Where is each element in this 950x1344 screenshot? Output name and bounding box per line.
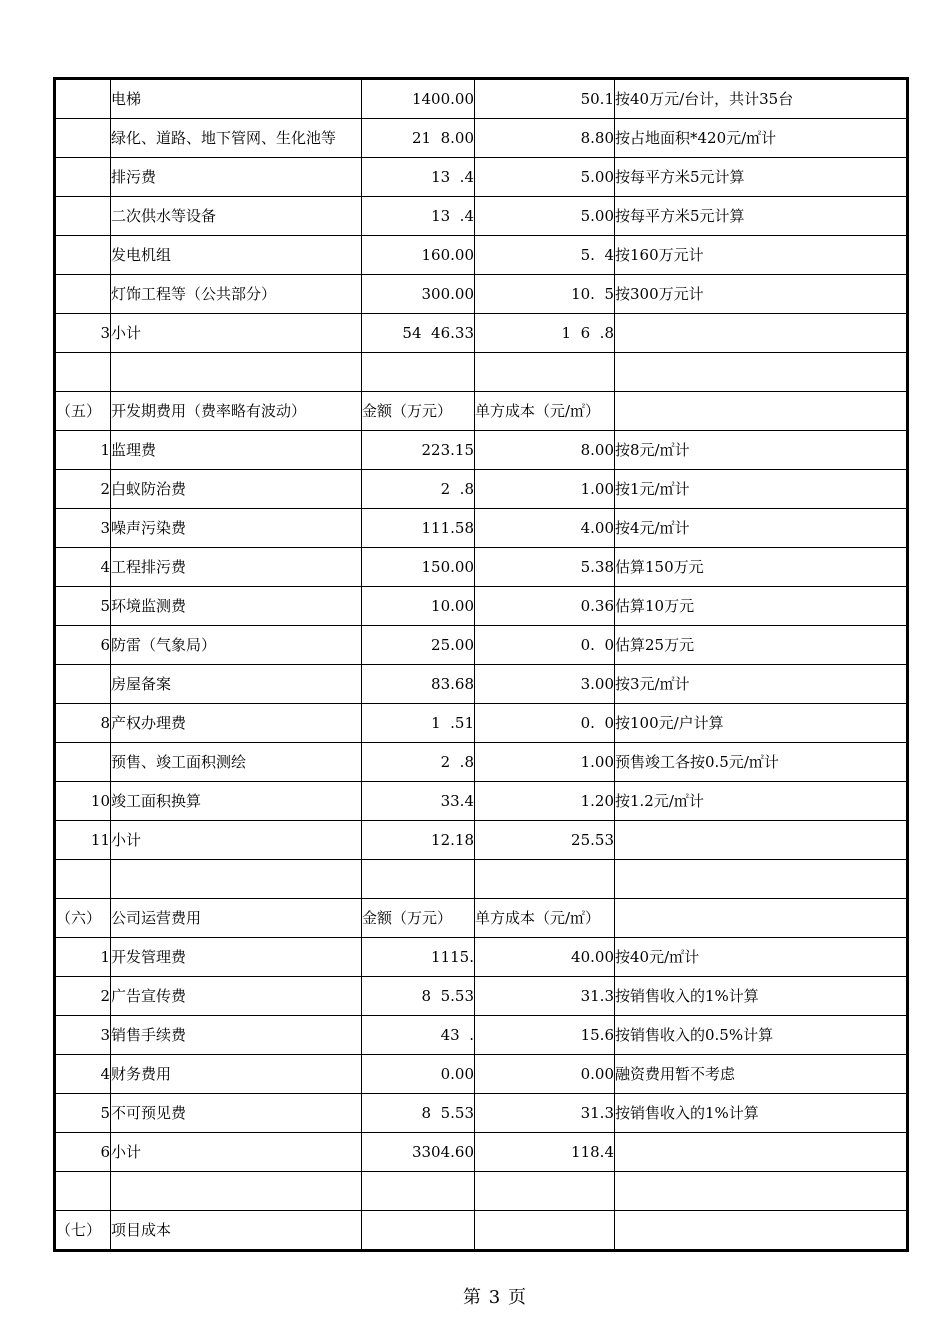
unit-cost-cell: [475, 353, 615, 392]
unit-cost-header: 单方成本（元/㎡）: [475, 392, 615, 431]
note-cell: [615, 860, 908, 899]
item-name: 环境监测费: [111, 587, 362, 626]
table-row: [55, 470, 908, 509]
row-number: [55, 79, 111, 119]
unit-cost-cell: 1.00: [475, 743, 615, 782]
section-label: （五）: [55, 392, 111, 431]
row-number: [55, 860, 111, 899]
note-cell: 按销售收入的1%计算: [615, 977, 908, 1016]
table-row: [55, 1211, 908, 1251]
amount-cell: [362, 1172, 475, 1211]
note-cell: [615, 353, 908, 392]
unit-cost-cell: 1.20: [475, 782, 615, 821]
table-row: [55, 821, 908, 860]
table-row: [55, 860, 908, 899]
unit-cost-cell: 5.00: [475, 158, 615, 197]
amount-cell: 0.00: [362, 1055, 475, 1094]
unit-cost-cell: 5.00: [475, 197, 615, 236]
row-number: 5: [55, 1094, 111, 1133]
row-number: [55, 197, 111, 236]
note-cell: 按1.2元/㎡计: [615, 782, 908, 821]
note-cell: [615, 1211, 908, 1251]
item-name: 竣工面积换算: [111, 782, 362, 821]
section-title: 开发期费用（费率略有波动）: [111, 392, 362, 431]
item-name: 财务费用: [111, 1055, 362, 1094]
note-cell: 估算150万元: [615, 548, 908, 587]
table-row: [55, 509, 908, 548]
note-cell: 按1元/㎡计: [615, 470, 908, 509]
note-cell: 按销售收入的1%计算: [615, 1094, 908, 1133]
table-row: [55, 197, 908, 236]
row-number: 3: [55, 1016, 111, 1055]
unit-cost-cell: 31.3: [475, 977, 615, 1016]
note-cell: 估算10万元: [615, 587, 908, 626]
row-number: 3: [55, 314, 111, 353]
row-number: 1: [55, 938, 111, 977]
unit-cost-cell: [475, 1172, 615, 1211]
note-cell: 按40万元/台计，共计35台: [615, 79, 908, 119]
row-number: 6: [55, 1133, 111, 1172]
item-name: 产权办理费: [111, 704, 362, 743]
table-row: [55, 79, 908, 119]
unit-cost-cell: 25.53: [475, 821, 615, 860]
row-number: [55, 665, 111, 704]
item-name: 小计: [111, 1133, 362, 1172]
table-row: [55, 938, 908, 977]
amount-cell: 1 .51: [362, 704, 475, 743]
amount-cell: 2 .8: [362, 743, 475, 782]
row-number: [55, 353, 111, 392]
unit-cost-cell: 4.00: [475, 509, 615, 548]
table-row: [55, 977, 908, 1016]
item-name: 防雷（气象局）: [111, 626, 362, 665]
unit-cost-cell: 31.3: [475, 1094, 615, 1133]
unit-cost-cell: [475, 860, 615, 899]
amount-cell: 1115.: [362, 938, 475, 977]
note-cell: [615, 1133, 908, 1172]
item-name: 房屋备案: [111, 665, 362, 704]
table-row: [55, 587, 908, 626]
section-label: （六）: [55, 899, 111, 938]
table-row: [55, 1016, 908, 1055]
note-cell: 按销售收入的0.5%计算: [615, 1016, 908, 1055]
note-cell: 估算25万元: [615, 626, 908, 665]
amount-cell: 21 8.00: [362, 119, 475, 158]
unit-cost-cell: 50.1: [475, 79, 615, 119]
item-name: 销售手续费: [111, 1016, 362, 1055]
note-cell: 按4元/㎡计: [615, 509, 908, 548]
row-number: 10: [55, 782, 111, 821]
amount-header: 金额（万元）: [362, 899, 475, 938]
note-cell: 按每平方米5元计算: [615, 158, 908, 197]
row-number: 4: [55, 548, 111, 587]
amount-cell: 25.00: [362, 626, 475, 665]
amount-cell: 150.00: [362, 548, 475, 587]
amount-cell: 1400.00: [362, 79, 475, 119]
note-cell: [615, 821, 908, 860]
table-row: [55, 431, 908, 470]
row-number: 3: [55, 509, 111, 548]
note-cell: 按占地面积*420元/㎡计: [615, 119, 908, 158]
item-name: 噪声污染费: [111, 509, 362, 548]
amount-cell: 13 .4: [362, 197, 475, 236]
item-name: 二次供水等设备: [111, 197, 362, 236]
unit-cost-cell: 1 6 .8: [475, 314, 615, 353]
unit-cost-cell: 5.38: [475, 548, 615, 587]
cost-table-body: [55, 79, 908, 1251]
table-row: [55, 1172, 908, 1211]
row-number: 5: [55, 587, 111, 626]
table-row: [55, 392, 908, 431]
note-cell: 按每平方米5元计算: [615, 197, 908, 236]
unit-cost-cell: 8.80: [475, 119, 615, 158]
amount-cell: 8 5.53: [362, 1094, 475, 1133]
item-name: 开发管理费: [111, 938, 362, 977]
item-name: 排污费: [111, 158, 362, 197]
table-row: [55, 665, 908, 704]
note-cell: 按40元/㎡计: [615, 938, 908, 977]
item-name: 小计: [111, 314, 362, 353]
item-name: 电梯: [111, 79, 362, 119]
item-name: 绿化、道路、地下管网、生化池等: [111, 119, 362, 158]
amount-header: [362, 1211, 475, 1251]
item-name: 监理费: [111, 431, 362, 470]
section-title: 项目成本: [111, 1211, 362, 1251]
table-row: [55, 314, 908, 353]
page-number: 第 3 页: [463, 1287, 527, 1308]
note-cell: 预售竣工各按0.5元/㎡计: [615, 743, 908, 782]
amount-cell: 111.58: [362, 509, 475, 548]
amount-cell: 13 .4: [362, 158, 475, 197]
unit-cost-cell: 10. 5: [475, 275, 615, 314]
item-name: 工程排污费: [111, 548, 362, 587]
amount-cell: 160.00: [362, 236, 475, 275]
unit-cost-header: [475, 1211, 615, 1251]
row-number: 11: [55, 821, 111, 860]
note-cell: 按300万元计: [615, 275, 908, 314]
table-row: [55, 353, 908, 392]
unit-cost-cell: 3.00: [475, 665, 615, 704]
row-number: [55, 275, 111, 314]
table-row: [55, 704, 908, 743]
cost-table: [53, 77, 909, 1252]
amount-cell: 83.68: [362, 665, 475, 704]
item-name: 广告宣传费: [111, 977, 362, 1016]
item-name: 白蚁防治费: [111, 470, 362, 509]
amount-cell: [362, 860, 475, 899]
amount-cell: [362, 353, 475, 392]
amount-cell: 12.18: [362, 821, 475, 860]
table-row: [55, 548, 908, 587]
row-number: [55, 158, 111, 197]
table-row: [55, 275, 908, 314]
unit-cost-header: 单方成本（元/㎡）: [475, 899, 615, 938]
unit-cost-cell: 118.4: [475, 1133, 615, 1172]
row-number: [55, 743, 111, 782]
amount-cell: 3304.60: [362, 1133, 475, 1172]
item-name: [111, 1172, 362, 1211]
item-name: 灯饰工程等（公共部分）: [111, 275, 362, 314]
section-title: 公司运营费用: [111, 899, 362, 938]
note-cell: 按160万元计: [615, 236, 908, 275]
amount-cell: 54 46.33: [362, 314, 475, 353]
row-number: [55, 119, 111, 158]
section-label: （七）: [55, 1211, 111, 1251]
unit-cost-cell: 0.36: [475, 587, 615, 626]
unit-cost-cell: 0.00: [475, 1055, 615, 1094]
amount-cell: 8 5.53: [362, 977, 475, 1016]
unit-cost-cell: 40.00: [475, 938, 615, 977]
note-cell: 按3元/㎡计: [615, 665, 908, 704]
amount-cell: 2 .8: [362, 470, 475, 509]
table-row: [55, 1094, 908, 1133]
unit-cost-cell: 0. 0: [475, 626, 615, 665]
row-number: 6: [55, 626, 111, 665]
unit-cost-cell: 5. 4: [475, 236, 615, 275]
unit-cost-cell: 1.00: [475, 470, 615, 509]
row-number: 8: [55, 704, 111, 743]
item-name: 发电机组: [111, 236, 362, 275]
row-number: 2: [55, 470, 111, 509]
amount-cell: 33.4: [362, 782, 475, 821]
note-cell: 按8元/㎡计: [615, 431, 908, 470]
item-name: [111, 353, 362, 392]
table-row: [55, 236, 908, 275]
note-cell: [615, 899, 908, 938]
table-row: [55, 1055, 908, 1094]
item-name: 小计: [111, 821, 362, 860]
unit-cost-cell: 8.00: [475, 431, 615, 470]
amount-cell: 300.00: [362, 275, 475, 314]
note-cell: [615, 314, 908, 353]
table-row: [55, 626, 908, 665]
row-number: [55, 1172, 111, 1211]
row-number: 1: [55, 431, 111, 470]
note-cell: 融资费用暂不考虑: [615, 1055, 908, 1094]
table-row: [55, 119, 908, 158]
note-cell: 按100元/户计算: [615, 704, 908, 743]
amount-cell: 223.15: [362, 431, 475, 470]
row-number: 4: [55, 1055, 111, 1094]
note-cell: [615, 1172, 908, 1211]
table-row: [55, 782, 908, 821]
unit-cost-cell: 0. 0: [475, 704, 615, 743]
table-row: [55, 899, 908, 938]
row-number: 2: [55, 977, 111, 1016]
table-row: [55, 1133, 908, 1172]
note-cell: [615, 392, 908, 431]
unit-cost-cell: 15.6: [475, 1016, 615, 1055]
table-row: [55, 158, 908, 197]
amount-cell: 10.00: [362, 587, 475, 626]
item-name: 预售、竣工面积测绘: [111, 743, 362, 782]
amount-header: 金额（万元）: [362, 392, 475, 431]
table-row: [55, 743, 908, 782]
item-name: [111, 860, 362, 899]
amount-cell: 43 .: [362, 1016, 475, 1055]
item-name: 不可预见费: [111, 1094, 362, 1133]
row-number: [55, 236, 111, 275]
